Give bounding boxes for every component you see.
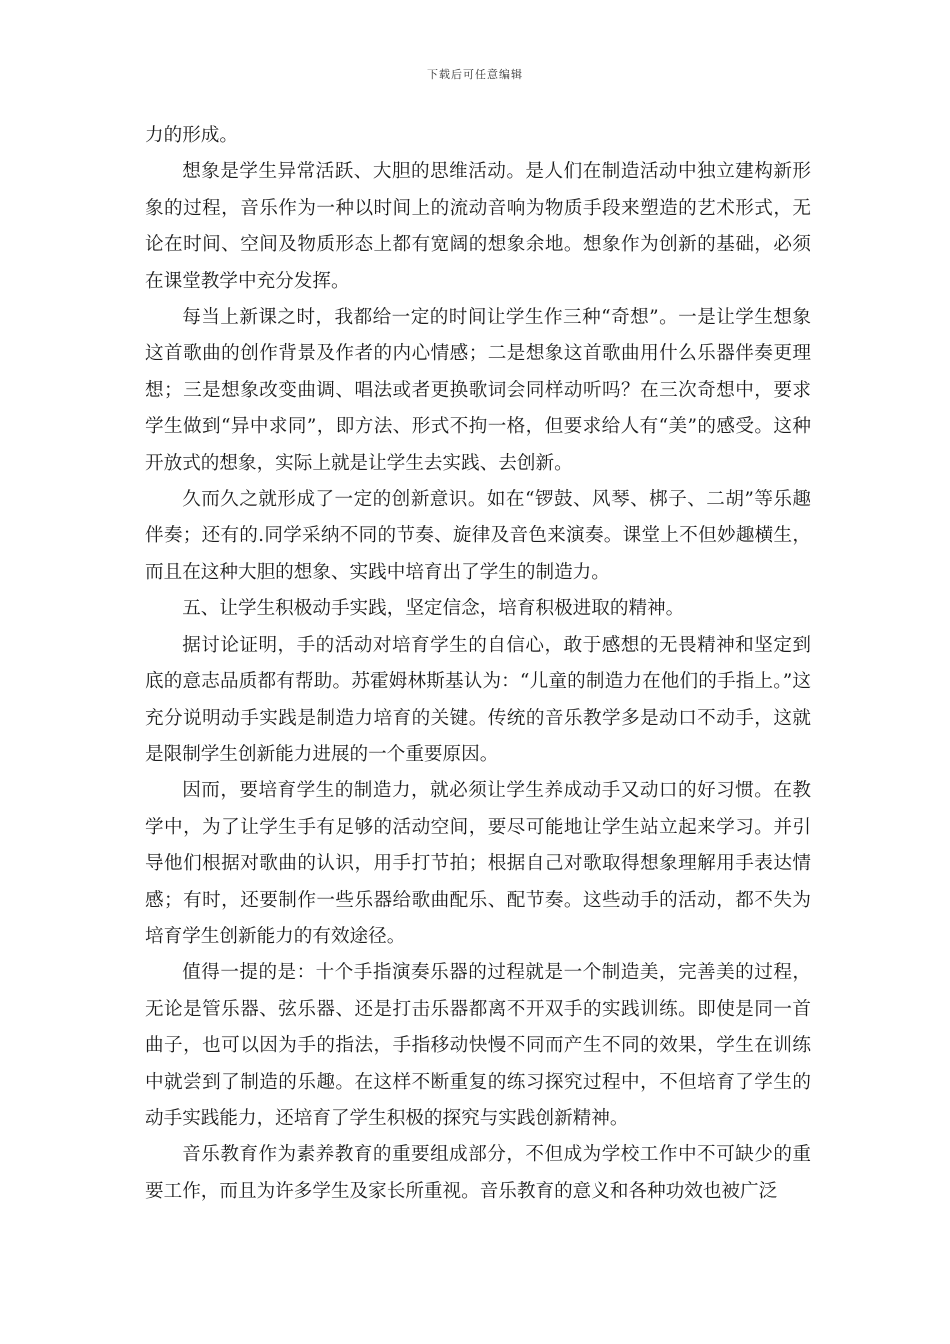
paragraph-habits: 因而，要培育学生的制造力，就必须让学生养成动手又动口的好习惯。在教学中，为了让学生手有足够的活动空间，要尽可能地让学生站立起来学习。并引导他们根据对歌曲的认识，用手打节拍；根据自己对歌取得想象理解用手表达情感；有时，还要制作一些乐器给歌曲配乐、配节奏。这些动手的活动，都不失为培育学生创新能力的有效途径。 [145,780,811,947]
paragraph-music-education: 音乐教育作为素养教育的重要组成部分，不但成为学校工作中不可缺少的重要工作，而且为许多学生及家长所重视。音乐教育的意义和各种功效也被广泛 [145,1144,811,1202]
header-note: 下载后可任意编辑 [427,68,523,81]
paragraph-three-ideas: 每当上新课之时，我都给一定的时间让学生作三种“奇想”。一是让学生想象这首歌曲的创作背景及作者的内心情感；二是想象这首歌曲用什么乐器伴奏更理想；三是想象改变曲调、唱法或者更换歌词会同样动听吗？在三次奇想中，要求学生做到“异中求同”，即方法、形式不拘一格，但要求给人有“美”的感受。这种开放式的想象，实际上就是让学生去实践、去创新。 [145,307,811,474]
section-heading-five: 五、让学生积极动手实践，坚定信念，培育积极进取的精神。 [182,598,685,620]
paragraph-imagination: 想象是学生异常活跃、大胆的思维活动。是人们在制造活动中独立建构新形象的过程，音乐作为一种以时间上的流动音响为物质手段来塑造的艺术形式，无论在时间、空间及物质形态上都有宽阔的想象余地。想象作为创新的基础，必须在课堂教学中充分发挥。 [145,161,811,292]
paragraph-continuation: 力的形成。 [145,125,238,146]
document-body [145,118,811,1210]
paragraph-fingers: 值得一提的是：十个手指演奏乐器的过程就是一个制造美，完善美的过程，无论是管乐器、弦乐器、还是打击乐器都离不开双手的实践训练。即使是同一首曲子，也可以因为手的指法，手指移动快慢不同而产生不同的效果，学生在训练中就尝到了制造的乐趣。在这样不断重复的练习探究过程中，不但培育了学生的动手实践能力，还培育了学生积极的探究与实践创新精神。 [145,962,811,1129]
paragraph-hand-activity: 据讨论证明，手的活动对培育学生的自信心，敢于感想的无畏精神和坚定到底的意志品质都有帮助。苏霍姆林斯基认为：“儿童的制造力在他们的手指上。”这充分说明动手实践是制造力培育的关键。传统的音乐教学多是动口不动手，这就是限制学生创新能力进展的一个重要原因。 [145,634,811,765]
paragraph-innovation-awareness: 久而久之就形成了一定的创新意识。如在“锣鼓、风琴、梆子、二胡”等乐趣伴奏；还有的.同学采纳不同的节奏、旋律及音色来演奏。课堂上不但妙趣横生，而且在这种大胆的想象、实践中培育出了学生的制造力。 [145,489,811,583]
